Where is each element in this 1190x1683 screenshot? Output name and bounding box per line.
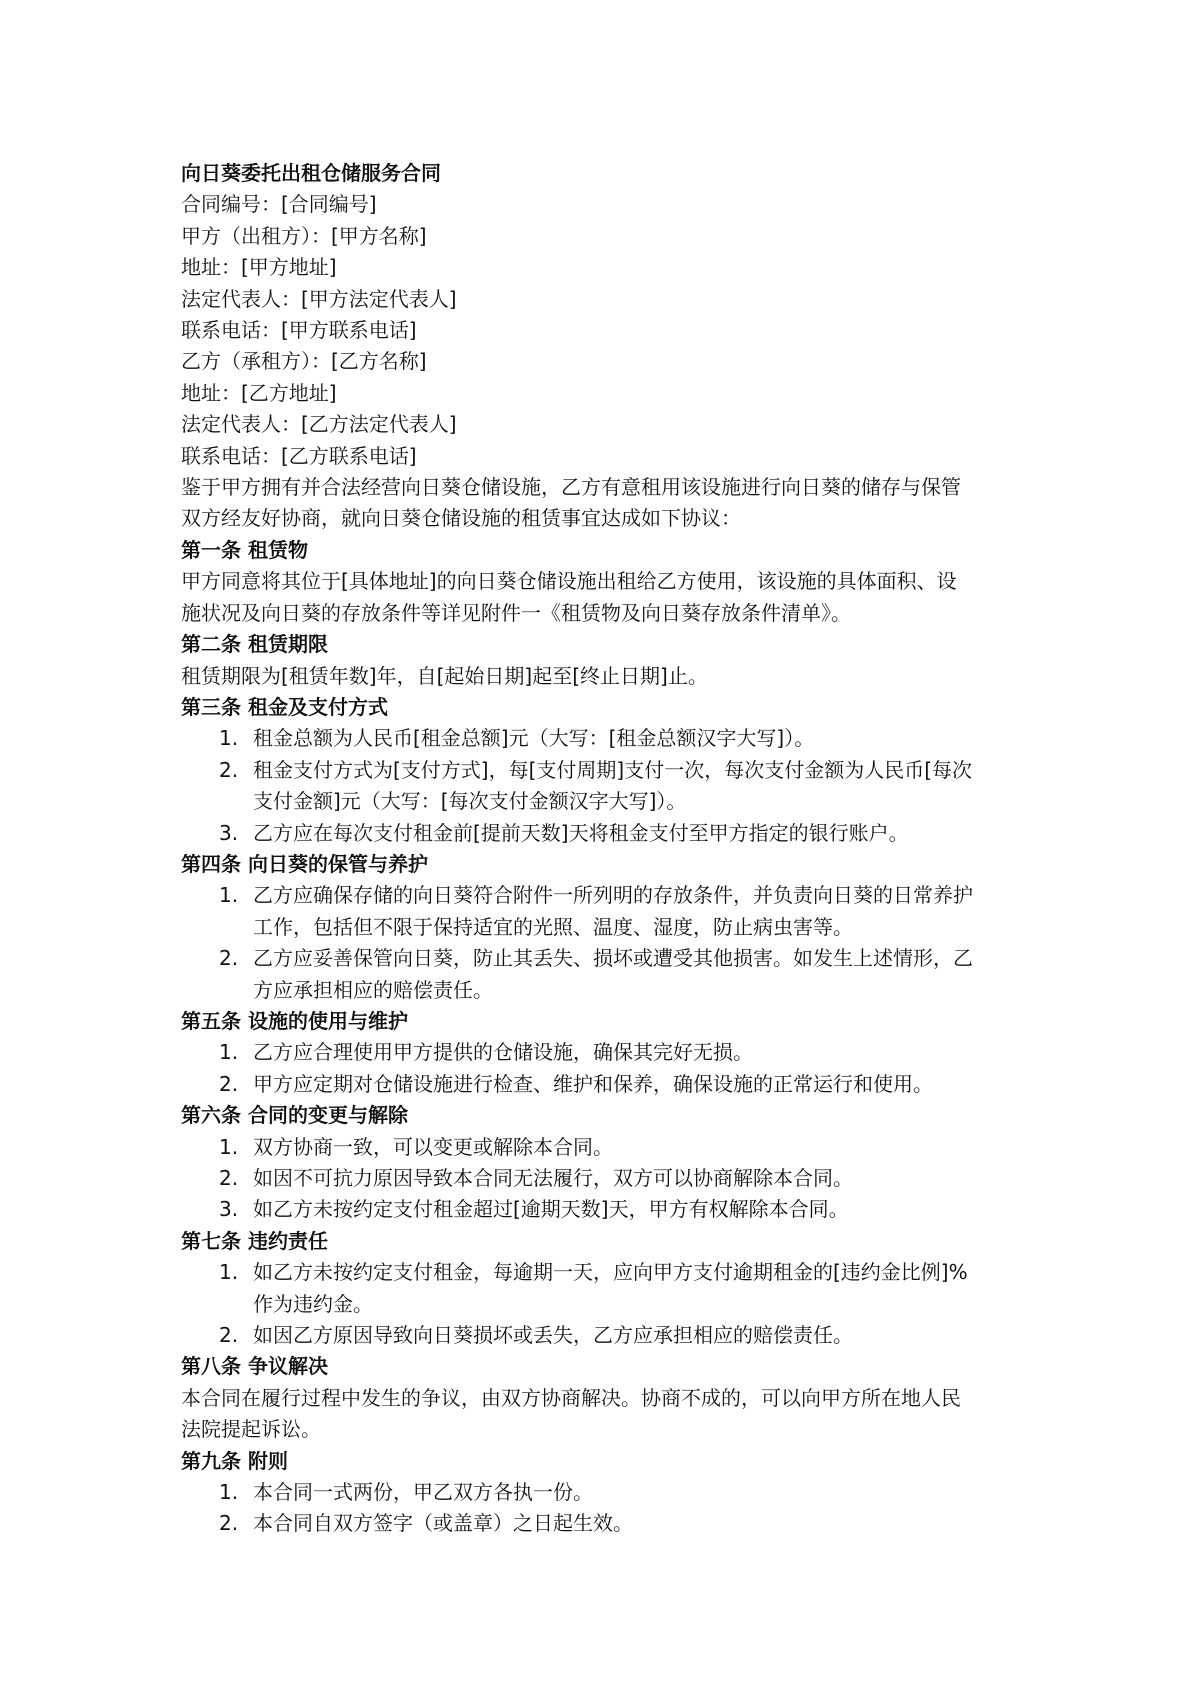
list-item-line: 如乙方未按约定支付租金超过[逾期天数]天，甲方有权解除本合同。 xyxy=(253,1197,849,1222)
article-list xyxy=(181,1477,1021,1540)
list-number: 3. xyxy=(219,1197,239,1222)
list-item xyxy=(181,1508,1021,1539)
list-item xyxy=(181,943,1021,1006)
contract-document xyxy=(181,158,1021,1540)
preamble xyxy=(181,472,1021,535)
list-number: 2. xyxy=(219,946,239,971)
article-list xyxy=(181,1037,1021,1100)
list-number: 2. xyxy=(219,1166,239,1190)
list-item-line: 本合同一式两份，甲乙双方各执一份。 xyxy=(253,1480,593,1505)
list-number: 2. xyxy=(219,1323,239,1348)
list-item xyxy=(181,1257,1021,1320)
list-number: 1. xyxy=(219,1134,239,1159)
list-item xyxy=(181,1320,1021,1351)
list-item-line: 如因乙方原因导致向日葵损坏或丢失，乙方应承担相应的赔偿责任。 xyxy=(253,1323,853,1348)
list-number: 3. xyxy=(219,820,239,845)
article-6 xyxy=(181,1100,1021,1226)
list-item-line: 支付金额]元（大写：[每次支付金额汉字大写]）。 xyxy=(253,789,687,814)
article-paragraph-line: 租赁期限为[租赁年数]年，自[起始日期]起至[终止日期]止。 xyxy=(181,663,708,688)
list-item-line: 乙方应在每次支付租金前[提前天数]天将租金支付至甲方指定的银行账户。 xyxy=(253,820,909,845)
list-item-line: 本合同自双方签字（或盖章）之日起生效。 xyxy=(253,1511,633,1536)
list-item xyxy=(181,1194,1021,1225)
article-heading: 第一条 租赁物 xyxy=(181,537,308,562)
article-paragraph-line: 本合同在履行过程中发生的争议，由双方协商解决。协商不成的，可以向甲方所在地人民 xyxy=(181,1385,961,1410)
list-item-line: 甲方应定期对仓储设施进行检查、维护和保养，确保设施的正常运行和使用。 xyxy=(253,1071,933,1096)
party-a-phone-line: 联系电话：[甲方联系电话] xyxy=(181,318,417,343)
list-item xyxy=(181,723,1021,754)
list-item-line: 乙方应妥善保管向日葵，防止其丢失、损坏或遭受其他损害。如发生上述情形，乙 xyxy=(253,946,973,971)
list-number: 1. xyxy=(219,1040,239,1065)
list-item-line: 乙方应合理使用甲方提供的仓储设施，确保其完好无损。 xyxy=(253,1040,753,1065)
party-b-phone-line: 联系电话：[乙方联系电话] xyxy=(181,443,417,468)
party-a-address-line: 地址：[甲方地址] xyxy=(181,255,337,280)
article-list xyxy=(181,1132,1021,1226)
party-info xyxy=(181,189,1021,472)
party-b-name-line: 乙方（承租方）：[乙方名称] xyxy=(181,349,427,374)
document-title: 向日葵委托出租仓储服务合同 xyxy=(181,161,441,185)
list-number: 1. xyxy=(219,1260,239,1285)
list-number: 2. xyxy=(219,1511,239,1536)
contract-number-line: 合同编号：[合同编号] xyxy=(181,192,377,217)
article-list xyxy=(181,880,1021,1006)
list-item-line: 工作，包括但不限于保持适宜的光照、温度、湿度，防止病虫害等。 xyxy=(253,914,853,939)
article-list xyxy=(181,1257,1021,1351)
article-heading: 第七条 违约责任 xyxy=(181,1228,328,1253)
list-item xyxy=(181,880,1021,943)
list-item-line: 方应承担相应的赔偿责任。 xyxy=(253,977,493,1002)
article-heading: 第六条 合同的变更与解除 xyxy=(181,1103,408,1128)
article-heading: 第四条 向日葵的保管与养护 xyxy=(181,851,428,876)
article-heading: 第三条 租金及支付方式 xyxy=(181,694,388,719)
article-heading: 第五条 设施的使用与维护 xyxy=(181,1008,408,1033)
list-item xyxy=(181,1163,1021,1194)
list-item-line: 租金支付方式为[支付方式]，每[支付周期]支付一次，每次支付金额为人民币[每次 xyxy=(253,757,973,782)
list-item xyxy=(181,1069,1021,1100)
article-1 xyxy=(181,535,1021,629)
preamble-line: 鉴于甲方拥有并合法经营向日葵仓储设施，乙方有意租用该设施进行向日葵的储存与保管 xyxy=(181,475,961,500)
list-item-line: 双方协商一致，可以变更或解除本合同。 xyxy=(253,1134,613,1159)
article-list xyxy=(181,723,1021,849)
preamble-line: 双方经友好协商，就向日葵仓储设施的租赁事宜达成如下协议： xyxy=(181,506,741,531)
list-item-line: 乙方应确保存储的向日葵符合附件一所列明的存放条件，并负责向日葵的日常养护 xyxy=(253,883,973,908)
list-number: 2. xyxy=(219,1071,239,1096)
article-3 xyxy=(181,692,1021,849)
list-item-line: 如因不可抗力原因导致本合同无法履行，双方可以协商解除本合同。 xyxy=(253,1166,853,1190)
list-item xyxy=(181,755,1021,818)
article-heading: 第二条 租赁期限 xyxy=(181,632,328,657)
article-9 xyxy=(181,1446,1021,1540)
article-heading: 第八条 争议解决 xyxy=(181,1354,328,1379)
article-heading: 第九条 附则 xyxy=(181,1448,288,1473)
party-b-representative-line: 法定代表人：[乙方法定代表人] xyxy=(181,412,457,437)
list-number: 1. xyxy=(219,1480,239,1505)
list-item-line: 租金总额为人民币[租金总额]元（大写：[租金总额汉字大写]）。 xyxy=(253,726,815,751)
list-item xyxy=(181,1037,1021,1068)
party-a-representative-line: 法定代表人：[甲方法定代表人] xyxy=(181,286,457,311)
list-item-line: 如乙方未按约定支付租金，每逾期一天，应向甲方支付逾期租金的[违约金比例]% xyxy=(253,1260,968,1285)
list-number: 2. xyxy=(219,757,239,782)
list-number: 1. xyxy=(219,883,239,908)
list-item xyxy=(181,1477,1021,1508)
article-7 xyxy=(181,1226,1021,1352)
list-item-line: 作为违约金。 xyxy=(253,1291,373,1316)
list-number: 1. xyxy=(219,726,239,751)
article-paragraph-line: 法院提起诉讼。 xyxy=(181,1417,321,1442)
article-5 xyxy=(181,1006,1021,1100)
party-b-address-line: 地址：[乙方地址] xyxy=(181,380,337,405)
article-paragraph-line: 施状况及向日葵的存放条件等详见附件一《租赁物及向日葵存放条件清单》。 xyxy=(181,600,851,625)
party-a-name-line: 甲方（出租方）：[甲方名称] xyxy=(181,223,427,248)
article-2 xyxy=(181,629,1021,692)
article-8 xyxy=(181,1351,1021,1445)
list-item xyxy=(181,1132,1021,1163)
list-item xyxy=(181,818,1021,849)
article-paragraph-line: 甲方同意将其位于[具体地址]的向日葵仓储设施出租给乙方使用，该设施的具体面积、设 xyxy=(181,569,957,594)
article-4 xyxy=(181,849,1021,1006)
